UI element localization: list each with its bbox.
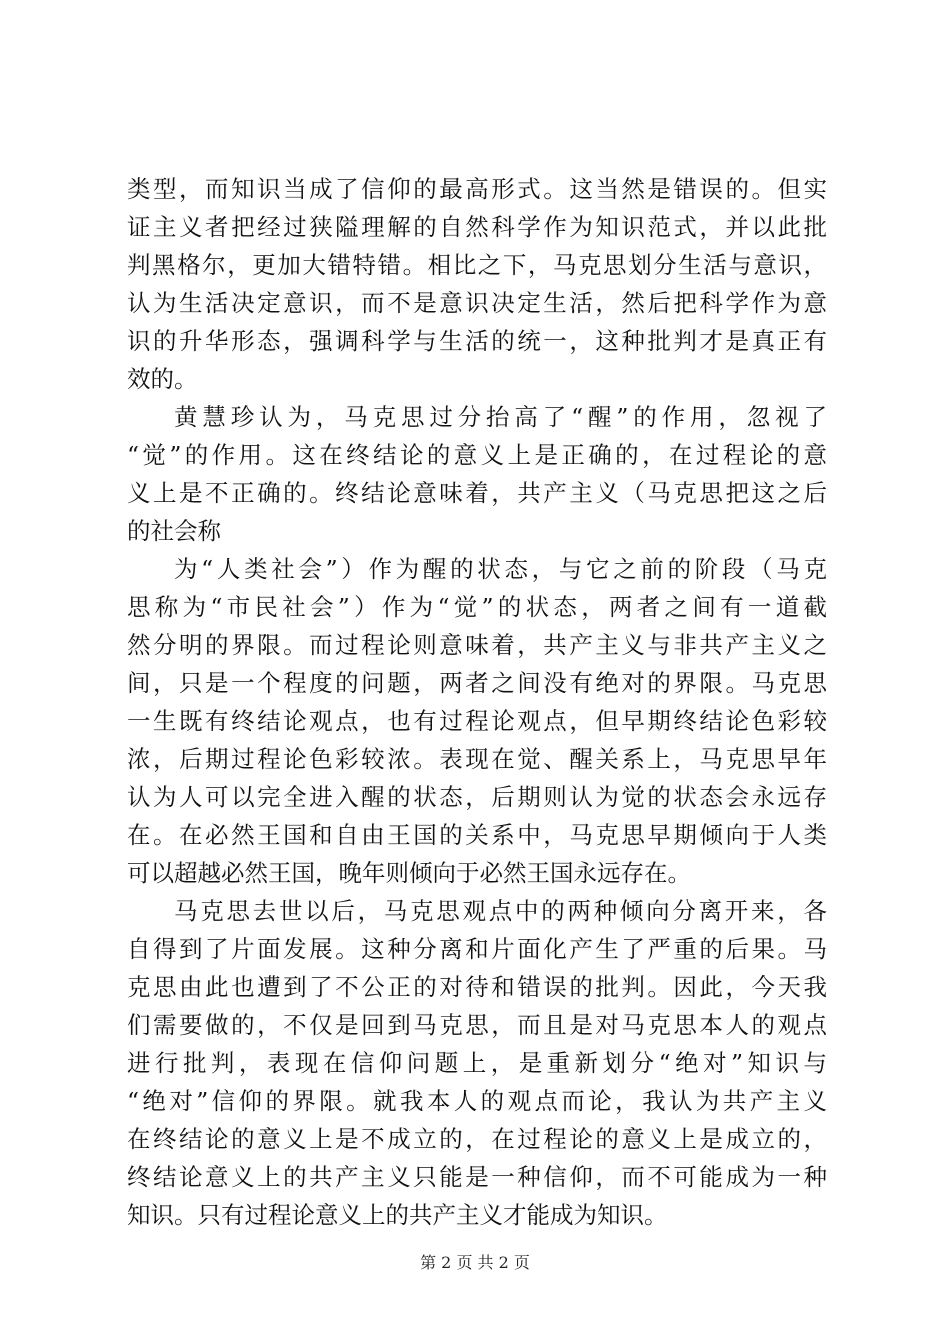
text-line: 思称为“市民社会”）作为“觉”的状态，两者之间有一道截 — [127, 593, 827, 621]
text-line: 知识。只有过程论意义上的共产主义才能成为知识。 — [127, 1201, 668, 1229]
text-line: 间，只是一个程度的问题，两者之间没有绝对的界限。马克思 — [127, 669, 827, 697]
text-line: 们需要做的，不仅是回到马克思，而且是对马克思本人的观点 — [127, 1011, 827, 1039]
body-text — [127, 170, 827, 1234]
text-line: 在终结论的意义上是不成立的，在过程论的意义上是成立的， — [127, 1125, 827, 1153]
text-line: 类型，而知识当成了信仰的最高形式。这当然是错误的。但实 — [127, 175, 827, 203]
paragraph-first-line: 为“人类社会”）作为醒的状态，与它之前的阶段（马克 — [174, 555, 827, 583]
text-line: 认为人可以完全进入醒的状态，后期则认为觉的状态会永远存 — [127, 783, 827, 811]
text-line: 浓，后期过程论色彩较浓。表现在觉、醒关系上，马克思早年 — [127, 745, 827, 773]
text-line: 的社会称 — [127, 517, 221, 545]
paragraph-first-line: 黄慧珍认为，马克思过分抬高了“醒”的作用，忽视了 — [174, 403, 827, 431]
text-line: 一生既有终结论观点，也有过程论观点，但早期终结论色彩较 — [127, 707, 827, 735]
text-line: 进行批判，表现在信仰问题上，是重新划分“绝对”知识与 — [127, 1049, 827, 1077]
text-line: “绝对”信仰的界限。就我本人的观点而论，我认为共产主义 — [127, 1087, 827, 1115]
text-line: 证主义者把经过狭隘理解的自然科学作为知识范式，并以此批 — [127, 213, 827, 241]
text-line: 判黑格尔，更加大错特错。相比之下，马克思划分生活与意识， — [127, 251, 827, 279]
text-line: 识的升华形态，强调科学与生活的统一，这种批判才是真正有 — [127, 327, 827, 355]
text-line: 认为生活决定意识，而不是意识决定生活，然后把科学作为意 — [127, 289, 827, 317]
text-line: 在。在必然王国和自由王国的关系中，马克思早期倾向于人类 — [127, 821, 827, 849]
paragraph-first-line: 马克思去世以后，马克思观点中的两种倾向分离开来，各 — [174, 897, 827, 925]
text-line: 终结论意义上的共产主义只能是一种信仰，而不可能成为一种 — [127, 1163, 827, 1191]
page-number-footer: 第 2 页 共 2 页 — [420, 1253, 530, 1272]
text-line: “觉”的作用。这在终结论的意义上是正确的，在过程论的意 — [127, 441, 827, 469]
text-line: 可以超越必然王国，晚年则倾向于必然王国永远存在。 — [127, 859, 691, 887]
text-line: 义上是不正确的。终结论意味着，共产主义（马克思把这之后 — [127, 479, 827, 507]
text-line: 自得到了片面发展。这种分离和片面化产生了严重的后果。马 — [127, 935, 827, 963]
text-line: 克思由此也遭到了不公正的对待和错误的批判。因此，今天我 — [127, 973, 827, 1001]
text-line: 然分明的界限。而过程论则意味着，共产主义与非共产主义之 — [127, 631, 827, 659]
text-line: 效的。 — [127, 365, 198, 393]
